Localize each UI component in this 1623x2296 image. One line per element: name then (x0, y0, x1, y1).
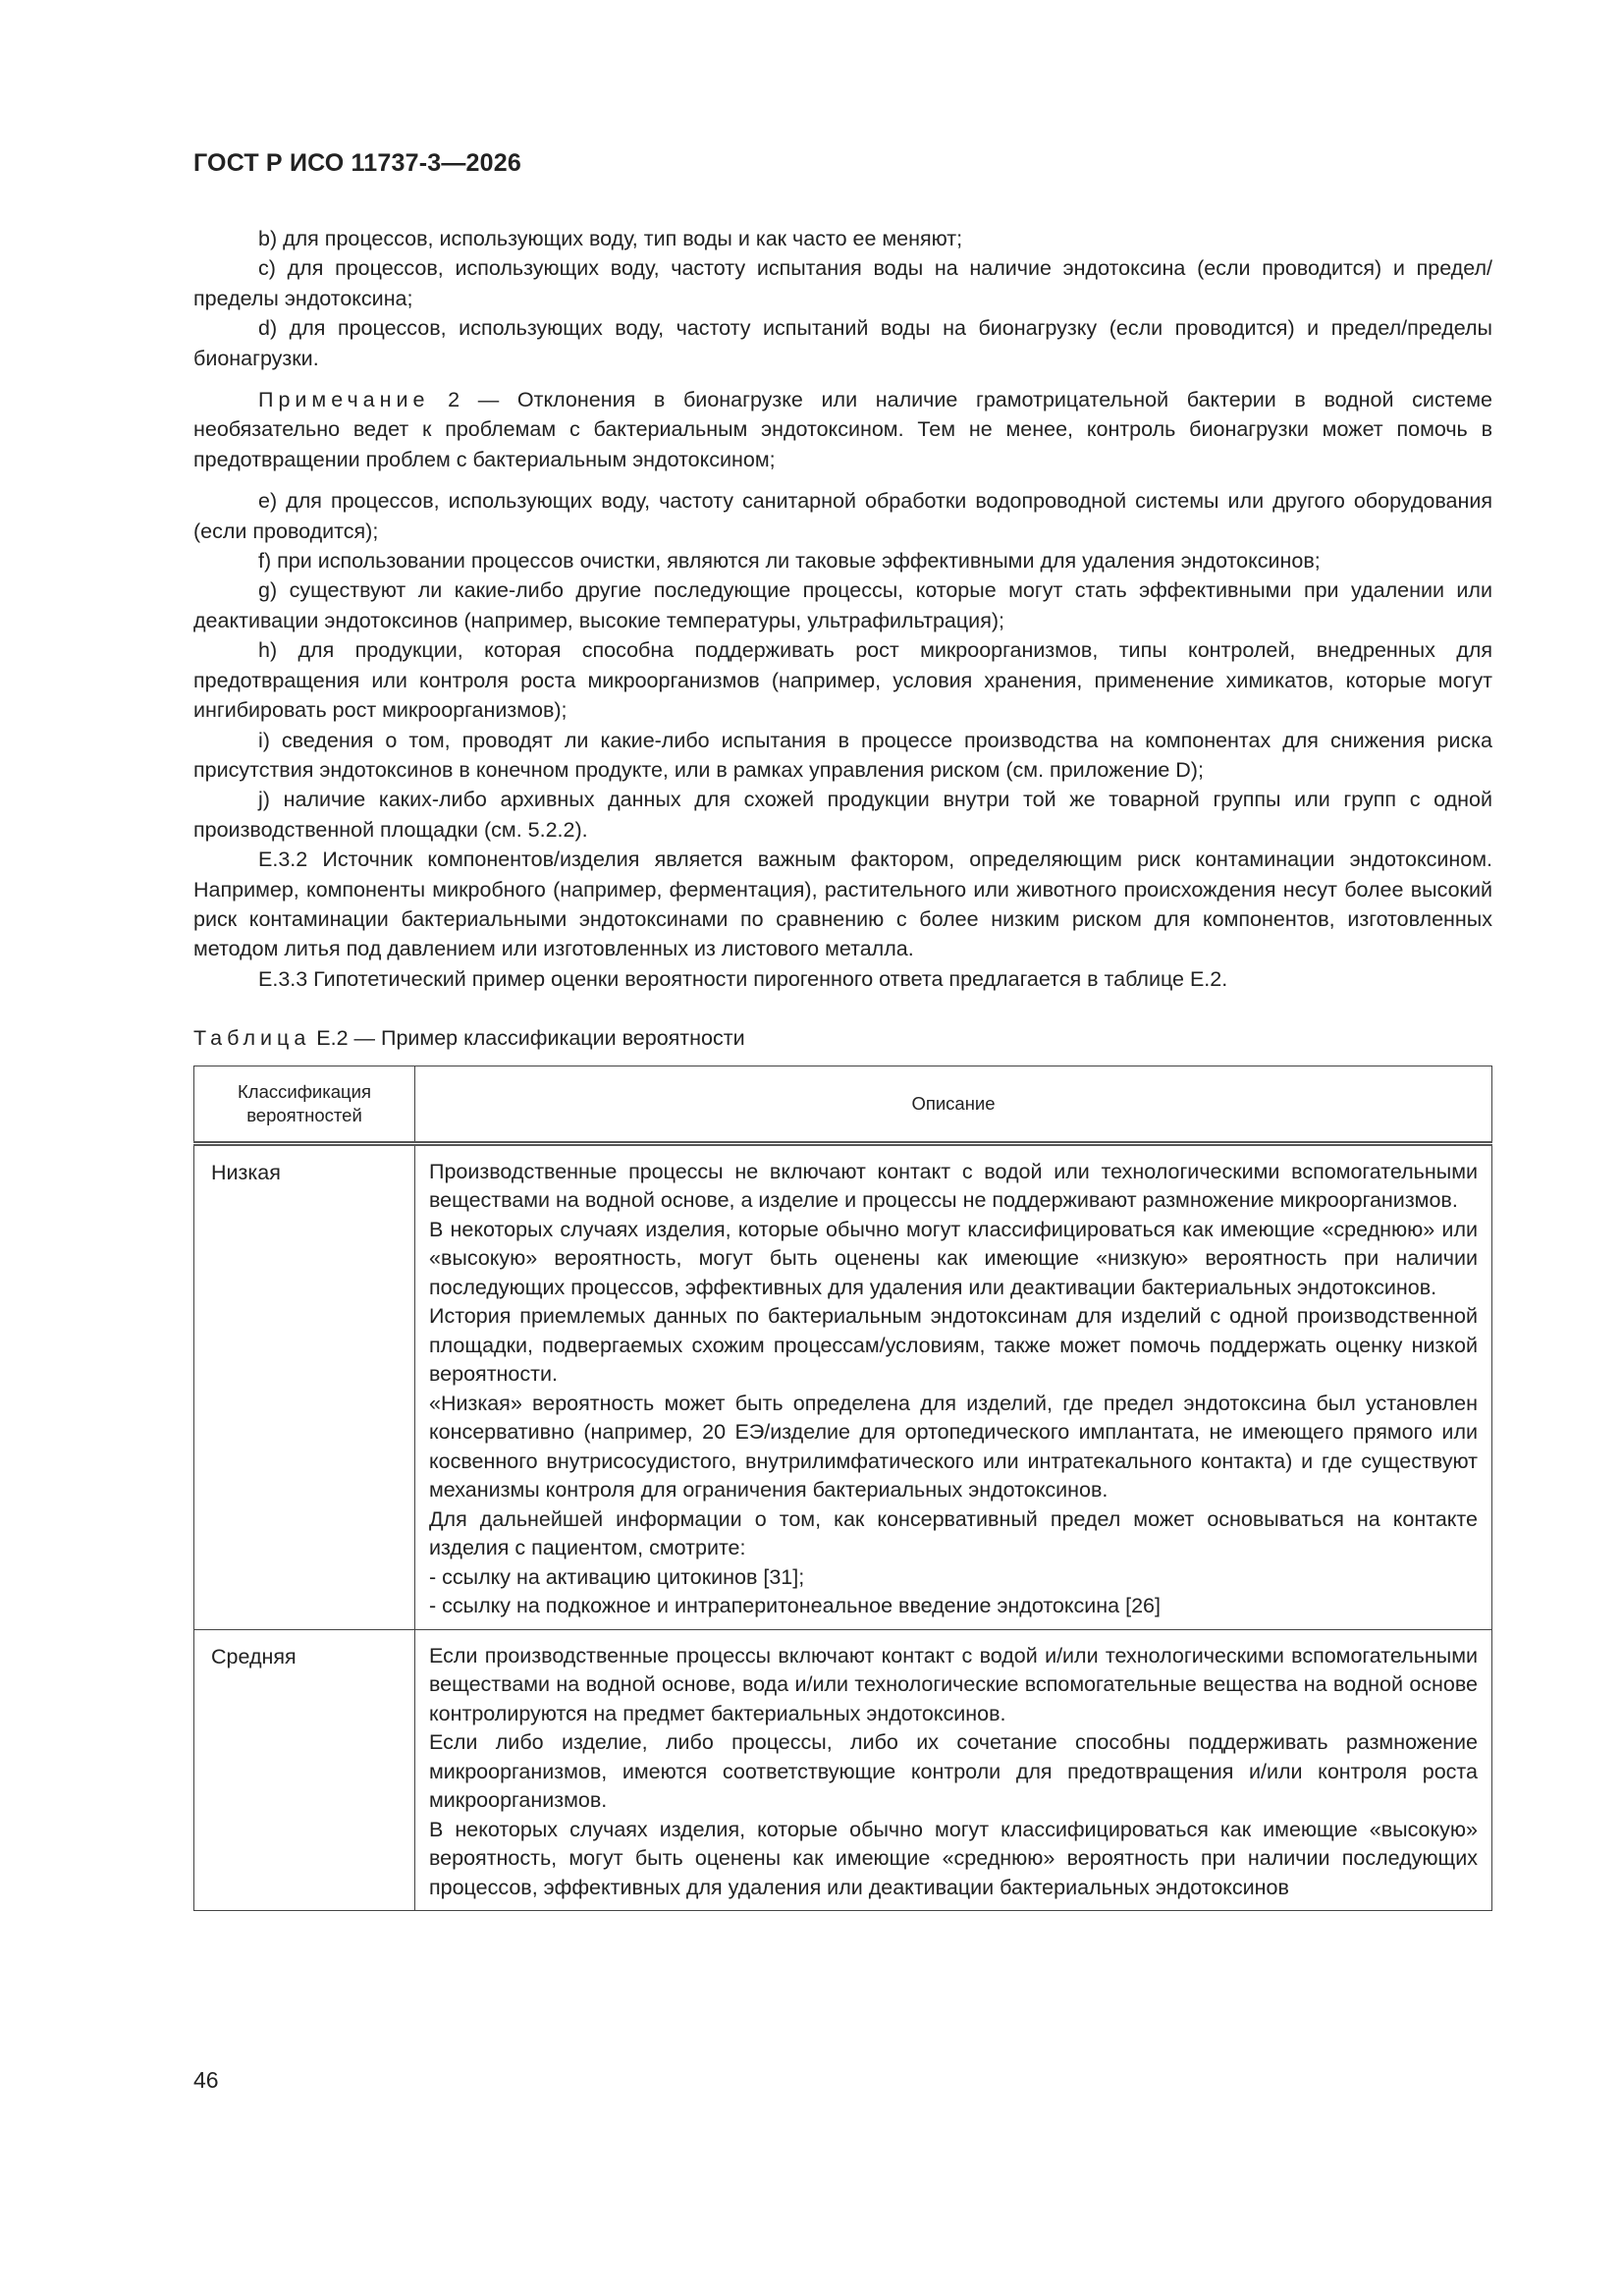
clause-e33: Е.3.3 Гипотетический пример оценки вероятности пирогенного ответа предлагается в таблице Е.2. (258, 966, 1228, 991)
note-paragraph (193, 385, 1492, 474)
list-item-e: е) для процессов, использующих воду, частоту санитарной обработки водопроводной системы или другого оборудования (если проводится); (193, 489, 1492, 543)
description-paragraph: Производственные процессы не включают контакт с водой или технологическими вспомогательными веществами на водной основе, а изделие и процессы не поддерживают размножение микроорганизмов. (429, 1159, 1478, 1213)
list-item-h: h) для продукции, которая способна поддерживать рост микроорганизмов, типы контролей, внедренных для предотвращения или контроля роста микроорганизмов (например, условия хранения, применение химикатов, которые могут ингибировать рост микроорганизмов); (193, 638, 1492, 723)
table-caption (193, 1023, 1492, 1053)
table-caption-text: Е.2 — Пример классификации вероятности (310, 1026, 745, 1051)
description-cell (415, 1629, 1492, 1911)
description-paragraph: В некоторых случаях изделия, которые обычно могут классифицироваться как имеющие «среднюю» или «высокую» вероятность, могут быть оценены как имеющие «низкую» вероятность при наличии последующих процессов, эффективных для удаления или деактивации бактериальных эндотоксинов. (429, 1217, 1478, 1299)
table-caption-lead: Таблица (193, 1026, 311, 1051)
note-lead: Примечание (258, 388, 430, 412)
description-cell (415, 1143, 1492, 1629)
table-row (194, 1143, 1492, 1629)
list-item-c: с) для процессов, использующих воду, частоту испытания воды на наличие эндотоксина (если проводится) и предел/пределы эндотоксина; (193, 256, 1492, 310)
reference-list-item: - ссылку на подкожное и интраперитонеальное введение эндотоксина [26] (429, 1594, 1161, 1618)
note-text: 2 — Отклонения в бионагрузке или наличие грамотрицательной бактерии в водной системе необязательно ведет к проблемам с бактериальным эндотоксином. Тем не менее, контроль бионагрузки может помочь в предотвращении проблем с бактериальным эндотоксином; (193, 388, 1492, 471)
list-item-f: f) при использовании процессов очистки, являются ли таковые эффективными для удаления эндотоксинов; (258, 549, 1321, 574)
description-paragraph: В некоторых случаях изделия, которые обычно могут классифицироваться как имеющие «высокую» вероятность, могут быть оценены как имеющие «среднюю» вероятность при наличии последующих процессов, эффективных для удаления или деактивации бактериальных эндотоксинов (429, 1817, 1478, 1899)
document-header: ГОСТ Р ИСО 11737-3—2026 (193, 149, 521, 177)
list-item-g: g) существуют ли какие-либо другие последующие процессы, которые могут стать эффективными при удалении или деактивации эндотоксинов (например, высокие температуры, ультрафильтрация); (193, 578, 1492, 632)
page-number: 46 (193, 2067, 219, 2093)
description-paragraph: Если либо изделие, либо процессы, либо их сочетание способны поддерживать размножение микроорганизмов, имеются соответствующие контроли для предотвращения и/или контроля роста микроорганизмов. (429, 1730, 1478, 1813)
list-item-d: d) для процессов, использующих воду, частоту испытаний воды на бионагрузку (если проводится) и предел/пределы бионагрузки. (193, 316, 1492, 370)
clause-e32: Е.3.2 Источник компонентов/изделия является важным фактором, определяющим риск контаминации эндотоксином. Например, компоненты микробного (например, ферментация), растительного или животного происхождения несут более высокий риск контаминации бактериальными эндотоксинами по сравнению с более низким риском для компонентов, изготовленных методом литья под давлением или изготовленных из листового металла. (193, 847, 1492, 961)
table-header-row (194, 1066, 1492, 1143)
description-paragraph: История приемлемых данных по бактериальным эндотоксинам для изделий с одной производственной площадки, подвергаемых схожим процессам/условиям, также может помочь поддержать оценку низкой вероятности. (429, 1304, 1478, 1387)
description-paragraph: «Низкая» вероятность может быть определена для изделий, где предел эндотоксина был установлен консервативно (например, 20 ЕЭ/изделие для ортопедического имплантата, не имеющего прямого или косвенного внутрисосудистого, внутрилимфатического или интратекального контакта) и где существуют механизмы контроля для ограничения бактериальных эндотоксинов. (429, 1391, 1478, 1503)
table-row (194, 1629, 1492, 1911)
classification-cell: Средняя (194, 1629, 415, 1911)
document-body (193, 224, 1492, 1911)
list-item-b: b) для процессов, использующих воду, тип воды и как часто ее меняют; (258, 227, 963, 250)
classification-cell: Низкая (194, 1143, 415, 1629)
probability-table (193, 1066, 1492, 1912)
column-header-classification: Классификация вероятностей (194, 1066, 415, 1143)
reference-list-item: - ссылку на активацию цитокинов [31]; (429, 1564, 805, 1589)
description-paragraph: Если производственные процессы включают контакт с водой и/или технологическими вспомогательными веществами на водной основе, вода и/или технологические вспомогательные вещества на водной основе контролируются на предмет бактериальных эндотоксинов. (429, 1643, 1478, 1725)
list-item-i: i) сведения о том, проводят ли какие-либо испытания в процессе производства на компонентах для снижения риска присутствия эндотоксинов в конечном продукте, или в рамках управления риском (см. приложение D); (193, 728, 1492, 782)
column-header-description: Описание (415, 1066, 1492, 1143)
description-paragraph: Для дальнейшей информации о том, как консервативный предел может основываться на контакте изделия с пациентом, смотрите: (429, 1506, 1478, 1560)
list-item-j: j) наличие каких-либо архивных данных для схожей продукции внутри той же товарной группы или групп с одной производственной площадки (см. 5.2.2). (193, 788, 1492, 842)
